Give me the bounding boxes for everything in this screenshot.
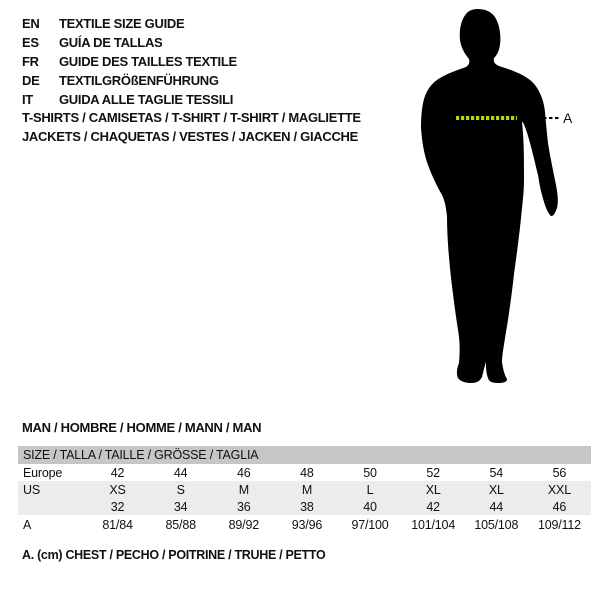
language-list xyxy=(22,14,237,109)
lang-code: EN xyxy=(22,16,40,31)
size-table xyxy=(18,446,591,533)
man-silhouette-svg xyxy=(390,0,600,400)
size-cell: 109/112 xyxy=(538,517,581,532)
size-cell: L xyxy=(366,482,374,497)
lang-row-en xyxy=(22,14,237,33)
size-cell: 50 xyxy=(363,465,377,480)
row-label: A xyxy=(23,517,32,532)
lang-code: FR xyxy=(22,54,39,69)
size-cell: 52 xyxy=(426,465,440,480)
measure-label-a: A xyxy=(563,110,573,126)
size-cell: XL xyxy=(425,482,441,497)
row-label: US xyxy=(23,482,40,497)
lang-label: TEXTILGRÖßENFÜHRUNG xyxy=(59,73,219,88)
size-table-header: SIZE / TALLA / TAILLE / GRÖSSE / TAGLIA xyxy=(18,446,591,464)
table-row-europe xyxy=(18,464,591,481)
size-cell: XL xyxy=(488,482,504,497)
category-lines xyxy=(22,108,361,146)
size-cell: 44 xyxy=(173,465,188,480)
table-row-us-numbers xyxy=(18,498,591,515)
lang-label: TEXTILE SIZE GUIDE xyxy=(59,16,185,31)
size-cell: 93/96 xyxy=(291,517,323,532)
lang-row-es xyxy=(22,33,237,52)
man-silhouette xyxy=(421,9,558,383)
size-cell: M xyxy=(301,482,313,497)
size-cell: XXL xyxy=(547,482,571,497)
size-cell: 42 xyxy=(110,465,125,480)
size-cell: 54 xyxy=(489,465,504,480)
lang-label: GUIDA ALLE TAGLIE TESSILI xyxy=(59,92,234,107)
size-cell: 38 xyxy=(300,499,314,514)
table-row-us-letters xyxy=(18,481,591,498)
size-cell: 44 xyxy=(489,499,504,514)
size-cell: 40 xyxy=(363,499,377,514)
man-figure xyxy=(390,0,600,400)
size-cell: 48 xyxy=(300,465,314,480)
lang-label: GUIDE DES TAILLES TEXTILE xyxy=(59,54,237,69)
size-cell: XS xyxy=(109,482,126,497)
lang-row-de xyxy=(22,71,237,90)
size-cell: M xyxy=(238,482,249,497)
category-line-tshirts: T-SHIRTS / CAMISETAS / T-SHIRT / T-SHIRT / MAGLIETTE xyxy=(22,110,361,125)
size-cell: 42 xyxy=(426,499,440,514)
section-title-man: MAN / HOMBRE / HOMME / MANN / MAN xyxy=(22,420,262,435)
size-cell: 89/92 xyxy=(228,517,259,532)
table-row-chest-a xyxy=(18,516,591,533)
size-cell: 105/108 xyxy=(474,517,519,532)
footnote-chest: A. (cm) CHEST / PECHO / POITRINE / TRUHE / PETTO xyxy=(22,548,326,562)
category-line-jackets: JACKETS / CHAQUETAS / VESTES / JACKEN / GIACCHE xyxy=(22,129,358,144)
size-cell: S xyxy=(176,482,185,497)
size-cell: 101/104 xyxy=(411,517,456,532)
size-cell: 46 xyxy=(237,465,251,480)
lang-row-fr xyxy=(22,52,237,71)
size-cell: 85/88 xyxy=(165,517,196,532)
size-cell: 32 xyxy=(110,499,125,514)
size-cell: 36 xyxy=(237,499,251,514)
lang-code: DE xyxy=(22,73,40,88)
size-cell: 46 xyxy=(552,499,567,514)
lang-label: GUÍA DE TALLAS xyxy=(59,35,163,50)
lang-code: ES xyxy=(22,35,39,50)
size-cell: 81/84 xyxy=(102,517,133,532)
lang-row-it xyxy=(22,90,237,109)
row-label: Europe xyxy=(23,465,63,480)
size-cell: 34 xyxy=(173,499,188,514)
size-cell: 56 xyxy=(552,465,567,480)
lang-code: IT xyxy=(22,92,33,107)
size-cell: 97/100 xyxy=(351,517,389,532)
